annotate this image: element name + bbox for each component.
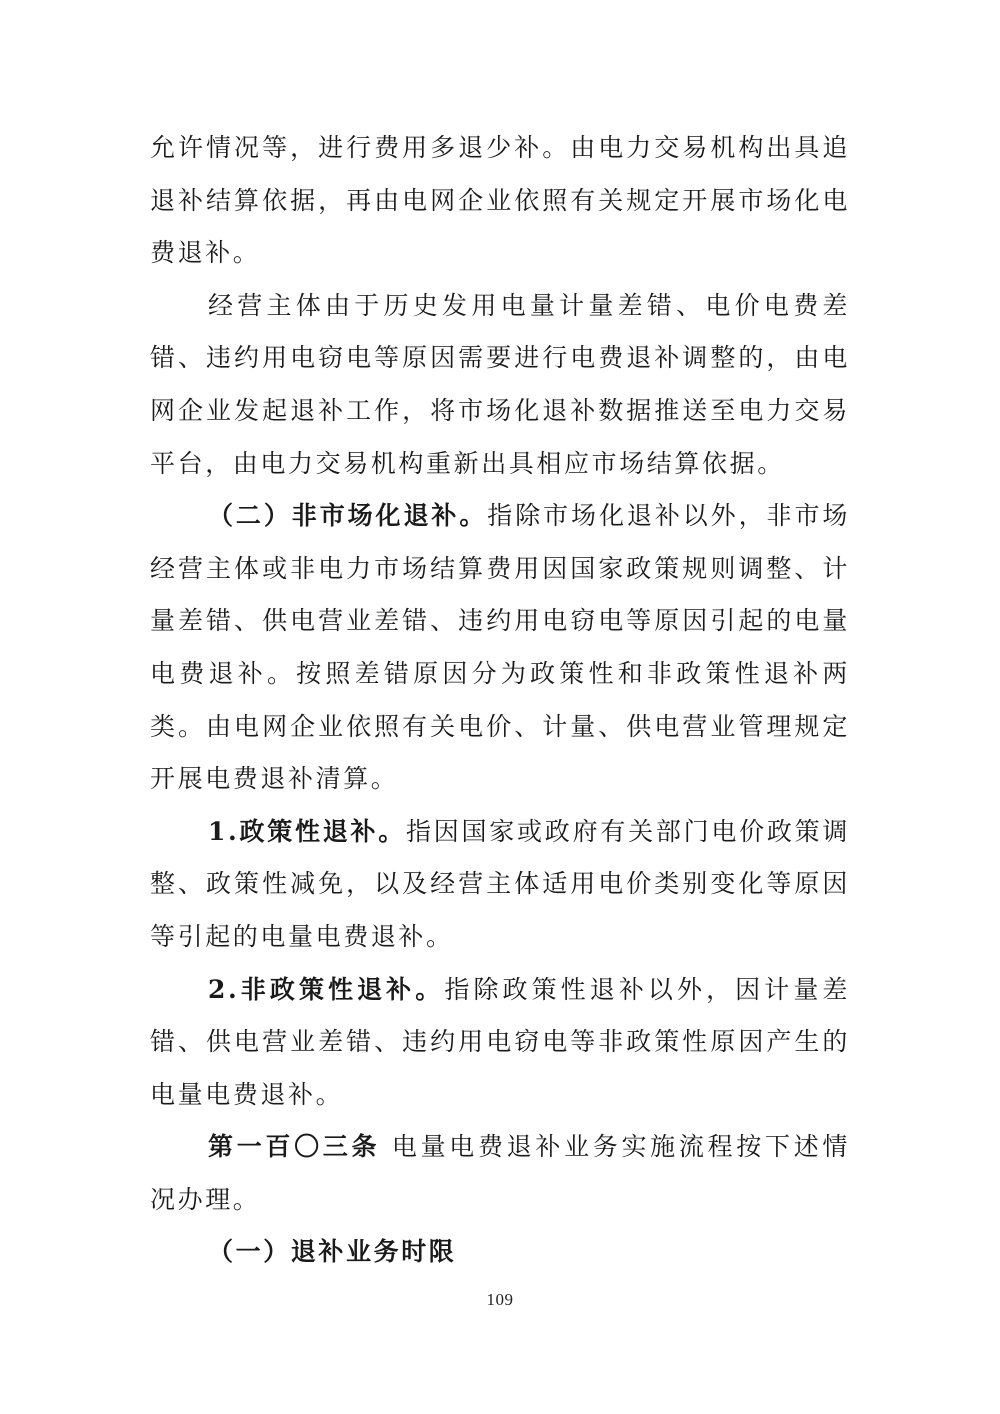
paragraph-non-policy-refund [150, 964, 850, 1122]
page-number: 109 [486, 1290, 514, 1309]
paragraph-text: 指除市场化退补以外，非市场经营主体或非电力市场结算费用因国家政策规则调整、计量差错、供电营业差错、违约用电窃电等原因引起的电量电费退补。按照差错原因分为政策性和非政策性退补两类。由电网企业依照有关电价、计量、供电营业管理规定开展电费退补清算。 [150, 501, 850, 794]
section-heading-refund-time-limit: （一）退补业务时限 [208, 1237, 457, 1267]
item-heading-policy-refund: 1.政策性退补。 [208, 816, 407, 846]
paragraph-market-refund-continuation [150, 122, 850, 280]
paragraph-history-error-adjustment [150, 280, 850, 490]
paragraph-text: 电量电费退补业务实施流程按下述情况办理。 [150, 1132, 850, 1214]
paragraph-text: 经营主体由于历史发用电量计量差错、电价电费差错、违约用电窃电等原因需要进行电费退补调整的，由电网企业发起退补工作，将市场化退补数据推送至电力交易平台，由电力交易机构重新出具相应市场结算依据。 [150, 290, 850, 478]
paragraph-article-103 [150, 1121, 850, 1226]
paragraph-refund-time-limit [150, 1226, 850, 1279]
paragraph-policy-refund [150, 806, 850, 964]
document-body [150, 122, 850, 1279]
paragraph-text: 指因国家或政府有关部门电价政策调整、政策性减免，以及经营主体适用电价类别变化等原因等引起的电量电费退补。 [150, 816, 850, 951]
item-heading-non-policy-refund: 2.非政策性退补。 [208, 974, 445, 1004]
paragraph-text: 指除政策性退补以外，因计量差错、供电营业差错、违约用电窃电等非政策性原因产生的电量电费退补。 [150, 974, 851, 1109]
section-heading-non-market-refund: （二）非市场化退补。 [208, 501, 488, 531]
article-heading-103: 第一百〇三条 [208, 1132, 381, 1162]
paragraph-non-market-refund [150, 490, 850, 806]
paragraph-text: 允许情况等，进行费用多退少补。由电力交易机构出具追退补结算依据，再由电网企业依照有关规定开展市场化电费退补。 [150, 133, 850, 268]
